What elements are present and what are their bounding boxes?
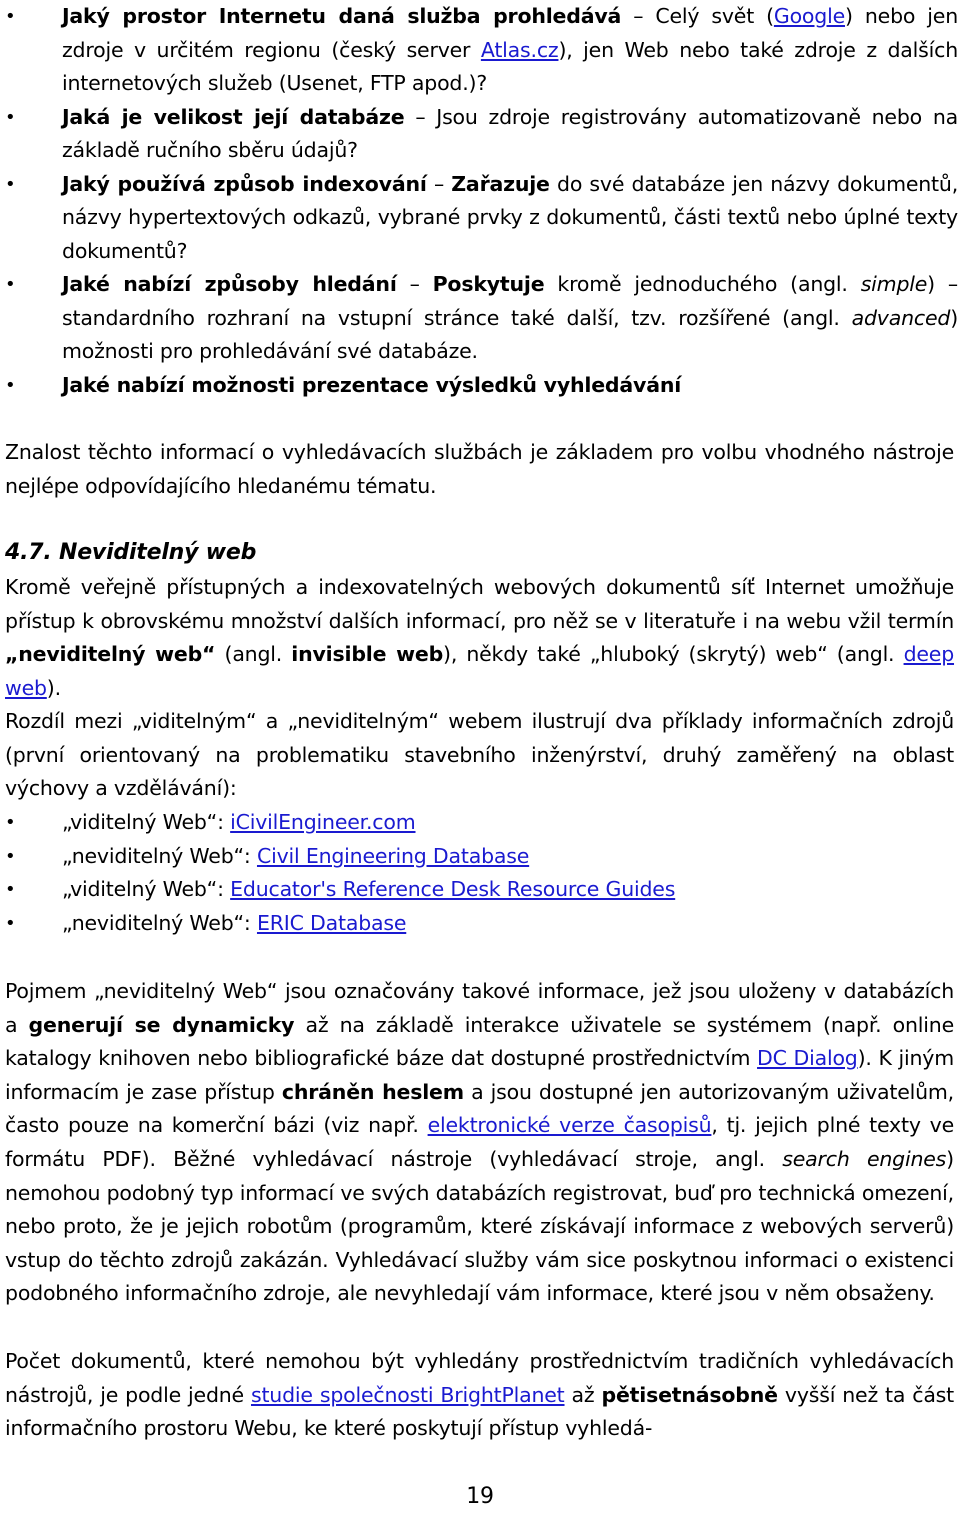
brightplanet-study-link[interactable]: studie společnosti BrightPlanet	[250, 1382, 565, 1407]
bullet-icon: •	[5, 812, 16, 833]
list-item	[0, 907, 958, 941]
body-text: Pojmem „neviditelný Web“ jsou označovány takové informace, jež jsou uloženy v databázích a	[5, 979, 954, 1037]
answer-text: ), jen Web nebo také zdroje z dalších internetových služeb (Usenet, FTP apod.)?	[62, 37, 958, 95]
intro-text: ), někdy také „hluboký (skrytý) web“ (angl.	[443, 642, 904, 667]
answer-text: do své databáze jen názvy dokumentů, názvy hypertextových odkazů, vybrané prvky z dokumentů, části textů nebo úplné texty dokumentů?	[62, 171, 959, 263]
body-text: Počet dokumentů, které nemohou být vyhledány prostřednictvím tradičních vyhledávacích nástrojů, je podle jedné	[5, 1349, 954, 1407]
answer-text: ) nebo jen zdroje v určitém regionu (český server	[62, 4, 958, 62]
list-item	[0, 168, 958, 269]
body-text: vyšší než ta část informačního prostoru Webu, ke které poskytují přístup vyhledá-	[5, 1382, 954, 1441]
term-english: invisible web	[291, 642, 444, 667]
italic-term: search engines	[782, 1146, 947, 1171]
electronic-journals-link[interactable]: elektronické verze časopisů	[427, 1113, 712, 1138]
educators-reference-desk-link[interactable]: Educator's Reference Desk Resource Guides	[230, 877, 676, 901]
dc-dialog-link[interactable]: DC Dialog	[757, 1046, 858, 1071]
knowledge-paragraph: Znalost těchto informací o vyhledávacích službách je základem pro volbu vhodného nástroje nejlépe odpovídajícího hledanému tématu.	[5, 440, 954, 498]
question-text: Jaké nabízí možnosti prezentace výsledků vyhledávání	[62, 372, 682, 397]
google-link[interactable]: Google	[773, 4, 845, 28]
atlas-link[interactable]: Atlas.cz	[480, 37, 559, 62]
list-item	[0, 806, 958, 840]
criteria-list	[0, 0, 958, 402]
intro-text: ).	[46, 675, 61, 700]
invisible-web-paragraph	[0, 975, 960, 1311]
emphasis-text: pětisetnásobně	[601, 1382, 778, 1407]
answer-italic: advanced	[851, 305, 951, 330]
body-text: , tj. jejich plné texty ve formátu PDF). Běžné vyhledávací nástroje (vyhledávací stroje, angl.	[5, 1113, 954, 1171]
bullet-icon: •	[5, 6, 16, 27]
civil-engineering-database-link[interactable]: Civil Engineering Database	[256, 843, 530, 868]
dash: –	[426, 171, 452, 196]
list-item	[0, 873, 958, 907]
answer-bold: Zařazuje	[451, 171, 550, 196]
bullet-icon: •	[5, 879, 16, 900]
example-label: „neviditelný Web“:	[62, 910, 257, 935]
bullet-icon: •	[5, 374, 16, 396]
bullet-icon: •	[5, 912, 16, 934]
list-item	[0, 101, 958, 168]
dash: –	[621, 4, 656, 28]
dash: –	[404, 104, 437, 129]
list-item	[0, 0, 958, 101]
example-label: „neviditelný Web“:	[62, 843, 257, 868]
answer-text: kromě jednoduchého (angl.	[544, 272, 861, 296]
question-text: Jaký používá způsob indexování	[62, 171, 427, 196]
intro-text: (angl.	[215, 642, 292, 667]
dash: –	[396, 272, 433, 296]
bullet-icon: •	[5, 274, 16, 295]
body-text: ) nemohou podobný typ informací ve svých databázích registrovat, buď pro technická omezení, nebo proto, že je jejich robotům (programům, které získávají informace z webových serverů) vstup do těchto zdrojů zakázán. Vyhledávací služby vám sice poskytnou informaci o existenci podobného informačního zdroje, ale nevyhledají vám informace, které jsou v něm obsaženy.	[5, 1146, 954, 1306]
intro-paragraph	[0, 571, 960, 705]
body-text: až na základě interakce uživatele se systémem (např. online katalogy knihoven nebo bibliografické báze dat dostupné prostřednictvím	[5, 1012, 954, 1071]
difference-paragraph: Rozdíl mezi „viditelným“ a „neviditelným“ webem ilustrují dva příklady informačních zdrojů (první orientovaný na problematiku stavebního inženýrství, druhý zaměřený na oblast výchovy a vzdělávání):	[5, 709, 954, 801]
example-label: „viditelný Web“:	[62, 877, 231, 901]
intro-text: Kromě veřejně přístupných a indexovatelných webových dokumentů síť Internet umožňuje přístup k obrovskému množství dalších informací, pro něž se v literatuře i na webu vžil termín	[5, 575, 954, 633]
question-text: Jaké nabízí způsoby hledání	[62, 272, 397, 296]
list-item	[0, 840, 958, 874]
list-item	[0, 268, 958, 369]
answer-bold: Poskytuje	[432, 272, 545, 296]
count-paragraph	[0, 1345, 960, 1446]
bullet-icon: •	[5, 173, 16, 195]
section-heading: 4.7. Neviditelný web	[5, 540, 257, 565]
body-text: a jsou dostupné jen autorizovaným uživatelům, často pouze na komerční bázi (viz např.	[5, 1079, 954, 1138]
answer-text: ) – standardního rozhraní na vstupní stránce také další, tzv. rozšířené (angl.	[62, 272, 958, 330]
eric-database-link[interactable]: ERIC Database	[256, 910, 407, 935]
icivilengineer-link[interactable]: iCivilEngineer.com	[230, 810, 416, 834]
emphasis-text: generují se dynamicky	[28, 1012, 295, 1037]
body-text: ). K jiným informacím je zase přístup	[5, 1046, 954, 1104]
question-text: Jaký prostor Internetu daná služba prohledává	[62, 4, 622, 28]
answer-text: ) možnosti pro prohledávání své databáze.	[62, 305, 958, 363]
bullet-icon: •	[5, 845, 16, 867]
question-text: Jaká je velikost její databáze	[62, 104, 405, 129]
bullet-icon: •	[5, 106, 16, 128]
term-invisible-web: „neviditelný web“	[5, 642, 216, 667]
page-number: 19	[466, 1484, 494, 1509]
emphasis-text: chráněn heslem	[281, 1079, 464, 1104]
example-label: „viditelný Web“:	[62, 810, 231, 834]
examples-list	[0, 806, 958, 940]
answer-text: Jsou zdroje registrovány automatizovaně nebo na základě ručního sběru údajů?	[62, 104, 958, 162]
answer-text: Celý svět (	[655, 4, 774, 28]
deep-web-link[interactable]: deep web	[5, 642, 955, 700]
body-text: až	[564, 1382, 602, 1407]
answer-italic: simple	[860, 272, 928, 296]
list-item	[0, 369, 958, 403]
